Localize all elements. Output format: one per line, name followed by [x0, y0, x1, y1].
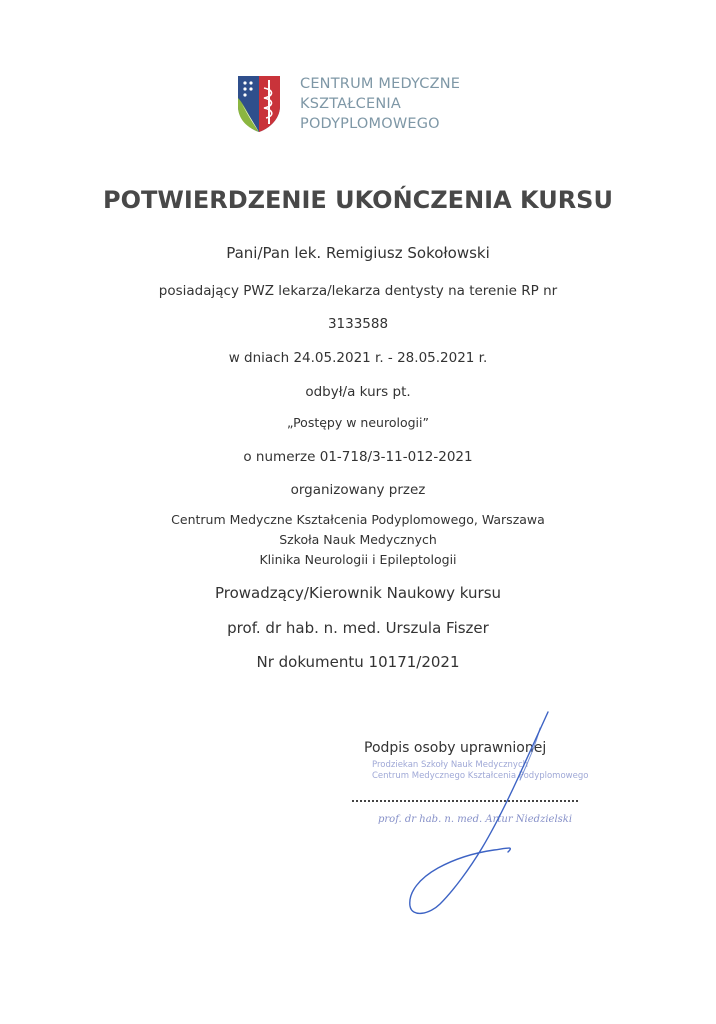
organizer-line: Klinika Neurologii i Epileptologii — [259, 552, 457, 567]
certificate-title: POTWIERDZENIE UKOŃCZENIA KURSU — [103, 186, 613, 214]
logo-wordmark — [300, 74, 460, 134]
course-name: „Postępy w neurologii” — [287, 415, 429, 430]
organizer-line: Szkoła Nauk Medycznych — [279, 532, 437, 547]
institution-logo — [234, 74, 484, 140]
license-number: 3133588 — [327, 316, 389, 332]
recipient-name: Pani/Pan lek. Remigiusz Sokołowski — [226, 244, 490, 262]
stamp-line-2: Centrum Medycznego Kształcenia Podyplomowego — [372, 771, 589, 781]
course-number: o numerze 01-718/3-11-012-2021 — [243, 449, 473, 465]
completed-label: odbył/a kurs pt. — [305, 384, 411, 400]
lecturer-name: prof. dr hab. n. med. Urszula Fiszer — [227, 619, 489, 637]
stamp-signatory-name: prof. dr hab. n. med. Artur Niedzielski — [378, 814, 573, 825]
signature-label: Podpis osoby uprawnionej — [364, 740, 547, 756]
organizer-line: Centrum Medyczne Kształcenia Podyplomowego, Warszawa — [171, 512, 545, 527]
logo-line-2: KSZTAŁCENIA — [300, 96, 401, 112]
shield-emblem-icon — [234, 74, 284, 134]
handwritten-signature-icon — [390, 700, 570, 920]
organized-by-label: organizowany przez — [290, 482, 426, 498]
logo-line-3: PODYPLOMOWEGO — [300, 116, 440, 132]
lecturer-label: Prowadzący/Kierownik Naukowy kursu — [214, 584, 502, 602]
license-text: posiadający PWZ lekarza/lekarza dentysty na terenie RP nr — [158, 283, 558, 299]
stamp-line-1: Prodziekan Szkoły Nauk Medycznych — [372, 760, 529, 770]
logo-line-1: CENTRUM MEDYCZNE — [300, 76, 461, 92]
course-dates: w dniach 24.05.2021 r. - 28.05.2021 r. — [228, 350, 488, 366]
document-number: Nr dokumentu 10171/2021 — [256, 653, 460, 671]
